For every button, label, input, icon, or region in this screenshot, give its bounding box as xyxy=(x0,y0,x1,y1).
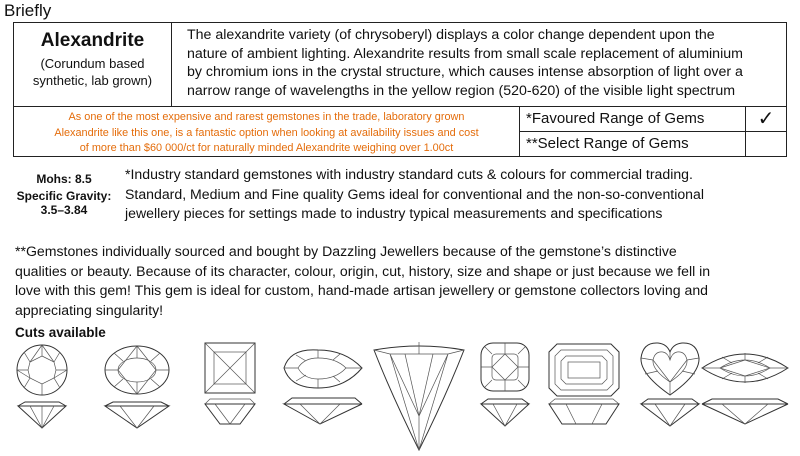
sourced-line: qualities or beauty. Because of its character, colour, origin, cut, history, size and shape or just because we fell in xyxy=(15,262,711,279)
favoured-range-label: *Favoured Range of Gems xyxy=(526,110,705,127)
princess-cut-icon xyxy=(205,343,255,424)
checkmark-icon: ✓ xyxy=(757,108,775,130)
range-label-select xyxy=(519,131,746,157)
note-line: As one of the most expensive and rarest gemstones in the trade, laboratory grown xyxy=(68,111,465,123)
description-line: The alexandrite variety (of chrysoberyl) displays a color change dependent upon the xyxy=(187,27,715,43)
pear-cut-icon xyxy=(284,350,362,424)
industry-line: Standard, Medium and Fine quality Gems ideal for conventional and the non-so-conventional xyxy=(125,185,704,202)
note-cell xyxy=(13,106,520,157)
trillion-cut-icon xyxy=(374,342,464,450)
industry-line: *Industry standard gemstones with industry standard cuts & colours for commercial trading. xyxy=(125,166,693,182)
sourced-text xyxy=(15,242,800,320)
round-cut-icon xyxy=(17,345,67,428)
note-line: Alexandrite like this one, is a fantastic option when looking at availability issues and cost xyxy=(54,126,479,139)
industry-text xyxy=(125,165,795,224)
industry-line: jewellery pieces for settings made to industry typical measurements and specifications xyxy=(125,205,663,221)
description-line: narrow range of wavelengths in the yellow region (520-620) of the visible light spectrum xyxy=(187,82,736,99)
sourced-line: love with this gem! This gem is ideal for custom, hand-made artisan jewellery or gemstone collectors loving and xyxy=(15,282,709,298)
range-mark-select xyxy=(745,131,787,157)
cuts-gallery xyxy=(0,336,800,454)
description-line: nature of ambient lighting. Alexandrite results from small scale replacement of aluminium xyxy=(187,45,743,62)
range-mark-favoured xyxy=(745,106,787,132)
note-line: of more than $60 000/ct for naturally minded Alexandrite weighing over 1.00ct xyxy=(79,142,454,154)
gem-subtitle-1: (Corundum based xyxy=(40,56,145,71)
select-range-label: **Select Range of Gems xyxy=(526,135,689,152)
range-label-favoured xyxy=(519,106,746,132)
marquise-cut-icon xyxy=(702,353,788,424)
mohs-hardness: Mohs: 8.5 xyxy=(36,172,92,186)
gem-subtitle-2: synthetic, lab grown) xyxy=(32,73,153,88)
oval-cut-icon xyxy=(105,346,169,428)
description-line: by chromium ions in the crystal structure, which causes intense absorption of light over a xyxy=(187,64,743,80)
sourced-line: **Gemstones individually sourced and bought by Dazzling Jewellers because of the gemstone’s distinctive xyxy=(15,243,677,259)
cuts-heading: Cuts available xyxy=(15,325,106,340)
gem-name: Alexandrite xyxy=(40,30,145,51)
properties-block xyxy=(6,172,122,218)
heart-cut-icon xyxy=(641,343,699,426)
gem-description-cell xyxy=(171,22,787,107)
gem-name-cell xyxy=(13,22,172,107)
emerald-cut-icon xyxy=(549,344,619,424)
specific-gravity-label: Specific Gravity: xyxy=(16,188,112,203)
page-title: Briefly xyxy=(4,1,52,20)
cushion-cut-icon xyxy=(481,343,529,426)
sourced-line: appreciating singularity! xyxy=(15,301,164,318)
specific-gravity-value: 3.5–3.84 xyxy=(40,203,88,217)
